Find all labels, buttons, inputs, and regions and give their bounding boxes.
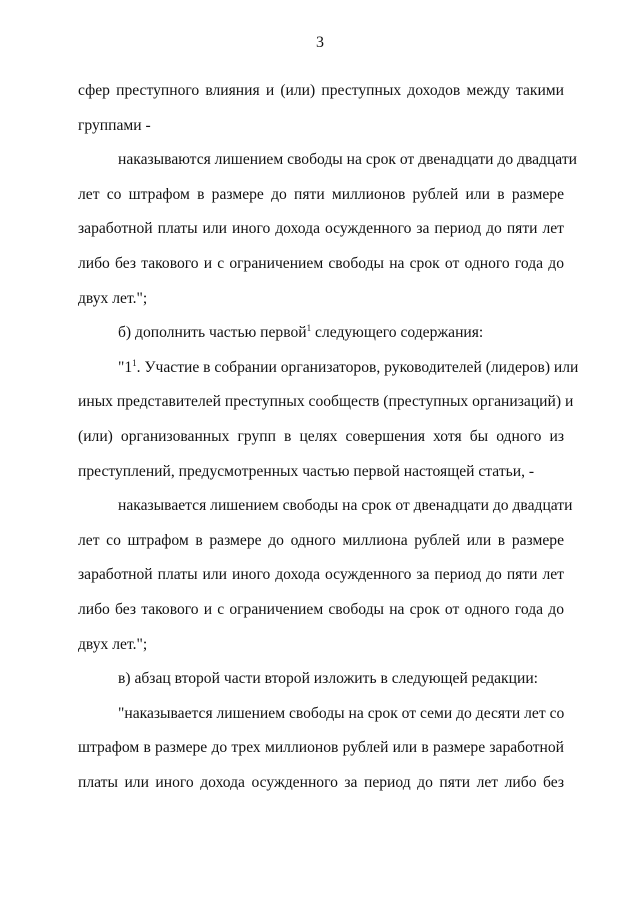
text-line: двух лет."; <box>78 635 148 653</box>
text-line: (или) организованных групп в целях совершения хотя бы одного из <box>78 427 564 445</box>
text-line: штрафом в размере до трех миллионов рублей или в размере заработной <box>78 739 564 757</box>
text-line: наказываются лишением свободы на срок от двенадцати до двадцати <box>118 151 577 169</box>
text-line <box>78 316 564 351</box>
text-fragment: б) дополнить частью первой <box>118 324 307 342</box>
text-fragment: следующего содержания: <box>311 324 484 342</box>
text-line: либо без такового и с ограничением свободы на срок от одного года до <box>78 600 564 618</box>
text-line <box>78 351 579 386</box>
text-line: двух лет."; <box>78 289 148 307</box>
document-body <box>78 74 579 800</box>
text-line: лет со штрафом в размере до одного миллиона рублей или в размере <box>78 531 564 549</box>
text-line: лет со штрафом в размере до пяти миллионов рублей или в размере <box>78 185 564 203</box>
text-line: иных представителей преступных сообществ (преступных организаций) и <box>78 393 574 411</box>
text-line: группами - <box>78 116 151 134</box>
text-fragment: . Участие в собрании организаторов, руководителей (лидеров) или <box>136 358 579 376</box>
text-line: сфер преступного влияния и (или) преступных доходов между такими <box>78 82 564 99</box>
text-line: заработной платы или иного дохода осужденного за период до пяти лет <box>78 220 564 238</box>
page-number: 3 <box>316 34 324 51</box>
text-line: наказывается лишением свободы на срок от двенадцати до двадцати <box>118 497 573 515</box>
text-line: заработной платы или иного дохода осужденного за период до пяти лет <box>78 566 564 584</box>
superscript: 1 <box>132 357 137 368</box>
text-line: либо без такового и с ограничением свободы на срок от одного года до <box>78 254 564 272</box>
text-line: платы или иного дохода осужденного за период до пяти лет либо без <box>78 773 564 791</box>
text-line: "наказывается лишением свободы на срок от семи до десяти лет со <box>118 704 565 722</box>
text-line: в) абзац второй части второй изложить в следующей редакции: <box>118 670 538 688</box>
superscript: 1 <box>306 323 312 334</box>
text-line: преступлений, предусмотренных частью первой настоящей статьи, - <box>78 462 535 480</box>
text-fragment: "1 <box>118 358 133 376</box>
